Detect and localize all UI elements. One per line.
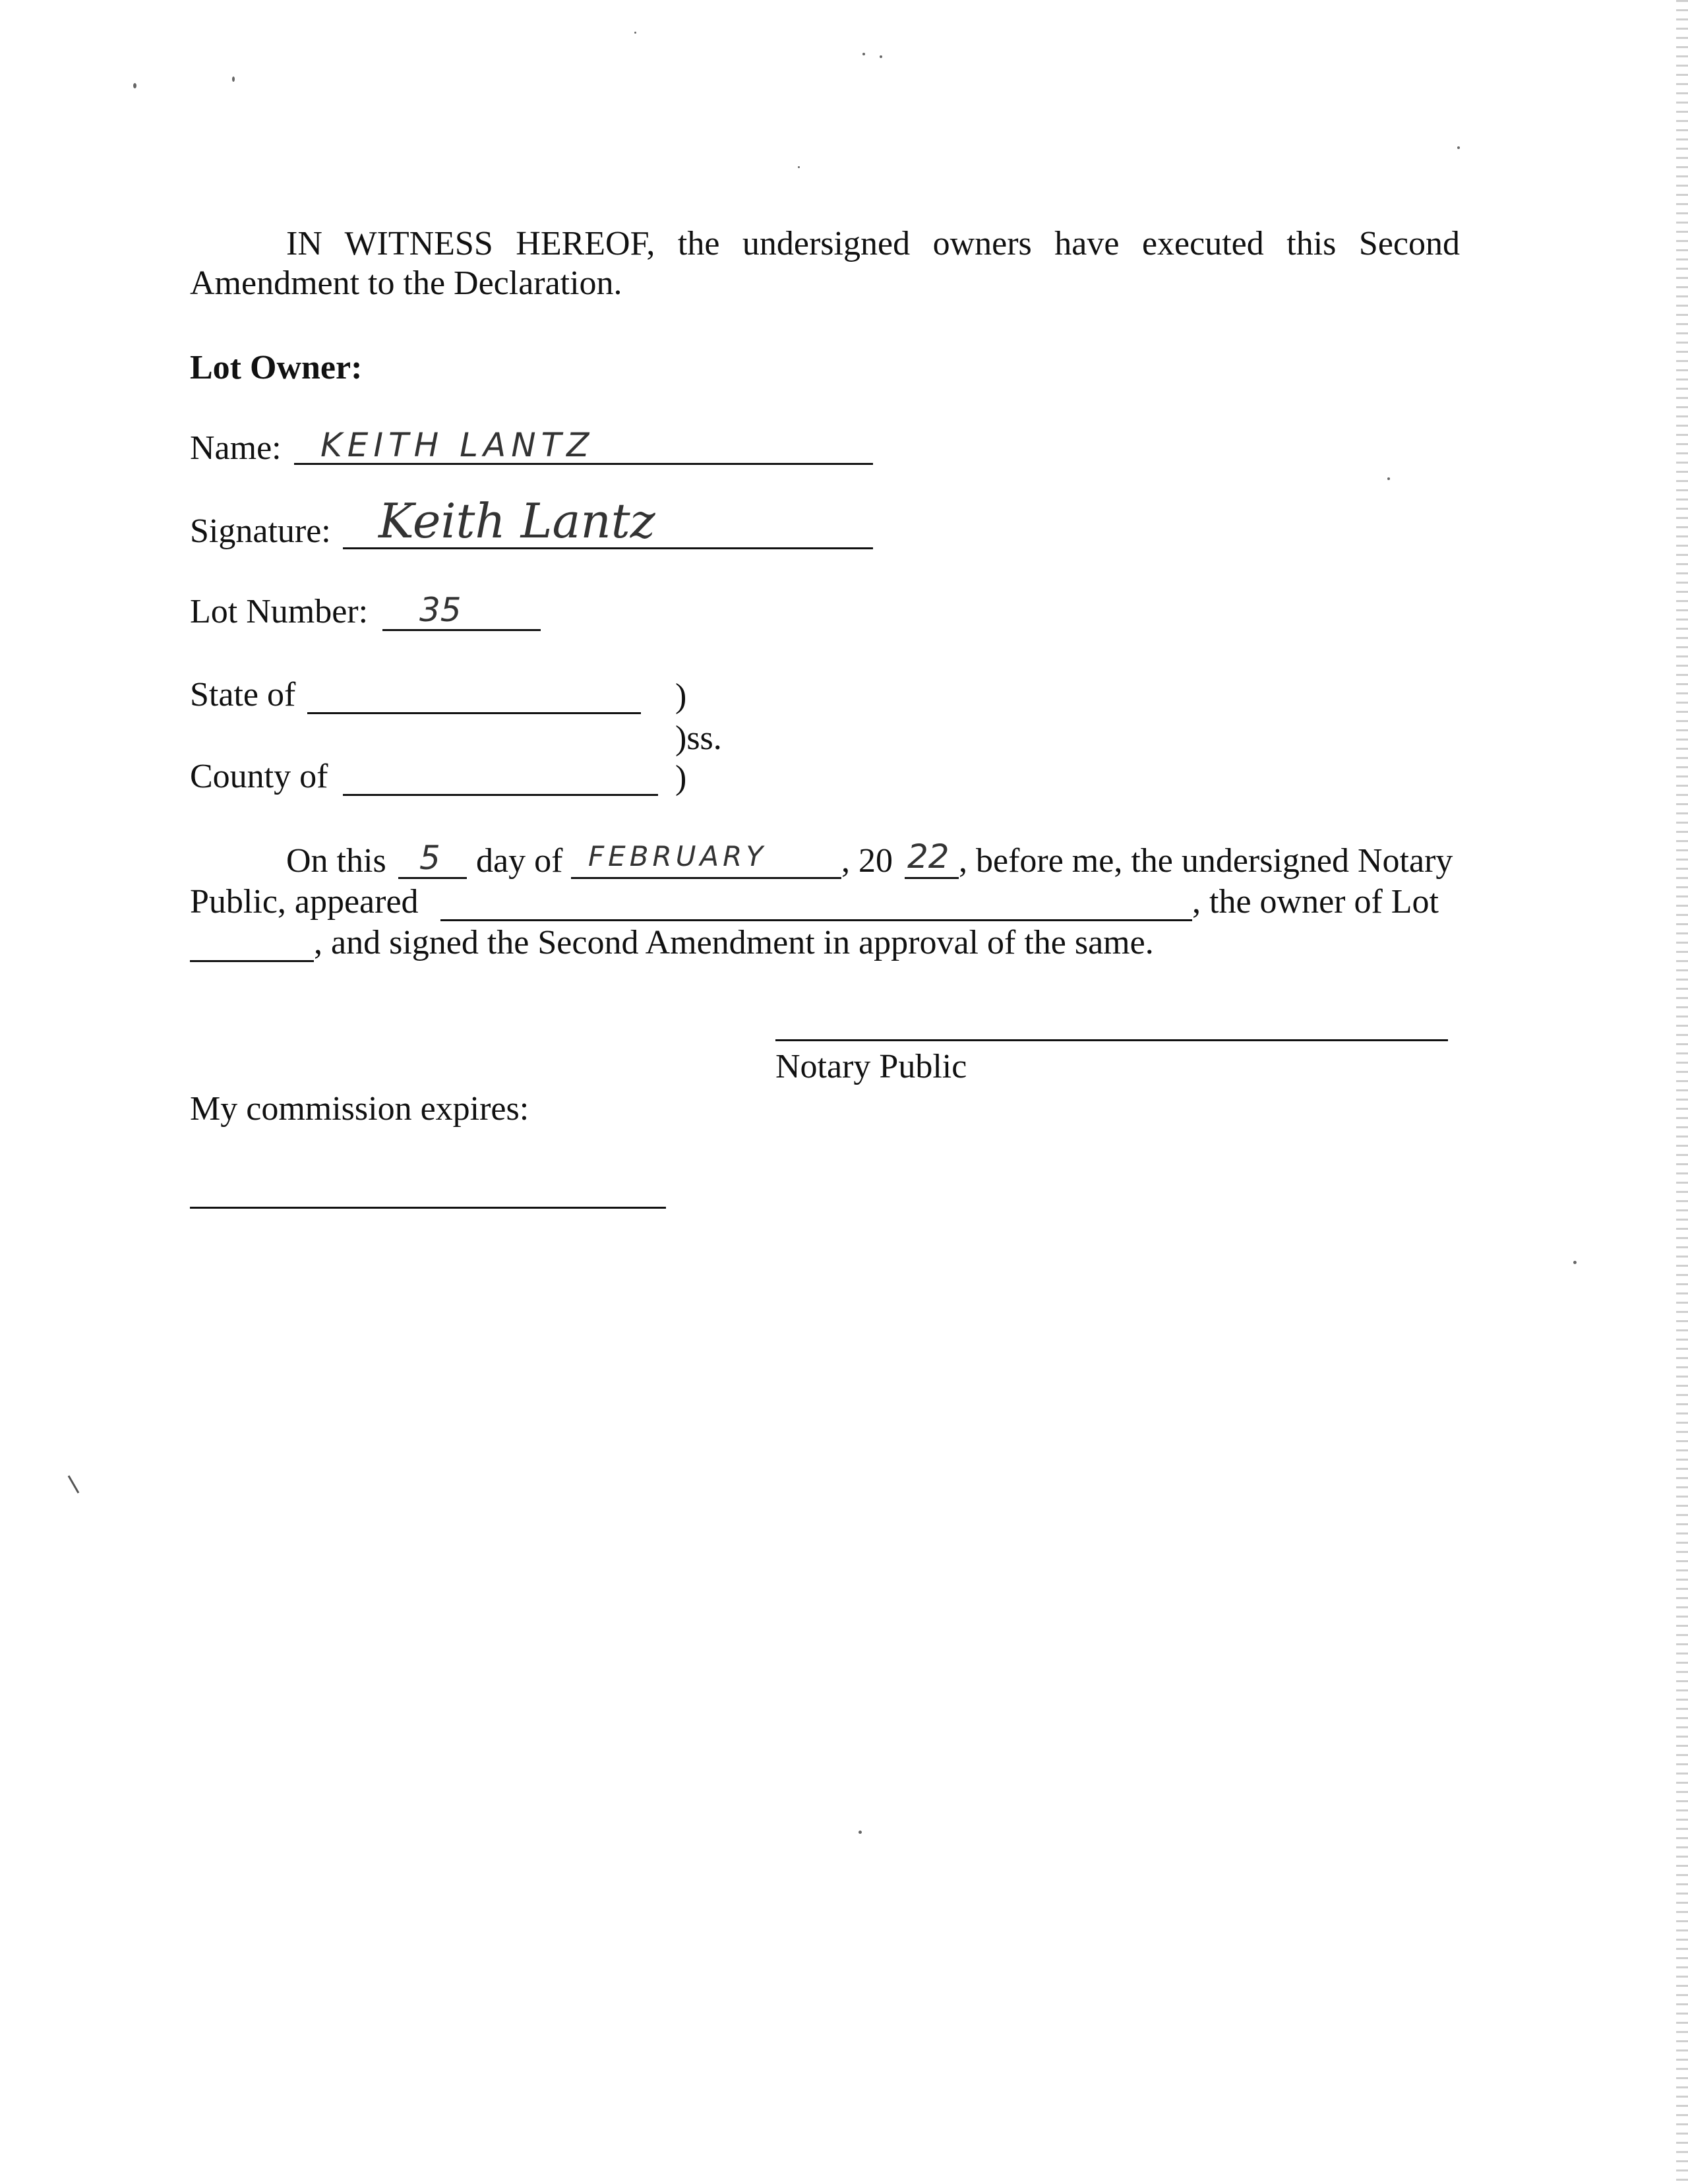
lot-number-handwritten: 35	[419, 591, 462, 629]
ack-year-field[interactable]	[905, 877, 959, 879]
scan-speck	[1573, 1261, 1577, 1264]
state-bracket: )	[675, 677, 687, 715]
ss-bracket: )ss.	[675, 719, 722, 757]
name-handwritten: KEITH LANTZ	[320, 426, 595, 464]
ack-public-appeared: Public, appeared	[190, 883, 419, 921]
lot-number-label: Lot Number:	[190, 593, 369, 630]
ack-month-field[interactable]	[571, 877, 841, 879]
scan-speck	[232, 76, 235, 82]
ack-lot-field[interactable]	[190, 960, 314, 962]
notary-public-label: Notary Public	[775, 1048, 967, 1085]
scan-speck	[1387, 477, 1390, 480]
witness-paragraph-line2: Amendment to the Declaration.	[190, 264, 622, 302]
scan-edge-artifact	[1676, 0, 1688, 2184]
notary-signature-field[interactable]	[775, 1039, 1448, 1041]
ack-line3: , and signed the Second Amendment in approval of the same.	[314, 924, 1154, 961]
lot-owner-heading: Lot Owner:	[190, 349, 363, 386]
scan-speck	[1457, 146, 1460, 149]
scan-speck	[133, 83, 136, 88]
signature-label: Signature:	[190, 512, 331, 550]
ack-line1-tail: , before me, the undersigned Notary	[959, 842, 1453, 880]
commission-label: My commission expires:	[190, 1090, 529, 1128]
scan-speck	[634, 32, 636, 34]
scan-mark	[68, 1475, 80, 1493]
lot-number-field[interactable]	[382, 629, 541, 631]
signature-handwritten: Keith Lantz	[378, 493, 655, 549]
ack-day-handwritten: 5	[419, 839, 440, 877]
ack-day-of: day of	[476, 842, 563, 880]
ack-on-this: On this	[286, 842, 386, 880]
ack-year-handwritten: 22	[907, 837, 950, 876]
county-bracket: )	[675, 759, 687, 797]
ack-month-handwritten: FEBRUARY	[588, 840, 768, 872]
witness-paragraph-line1: IN WITNESS HEREOF, the undersigned owners have executed this Second	[286, 225, 1460, 262]
scan-speck	[859, 1831, 862, 1834]
county-field[interactable]	[343, 794, 658, 796]
scan-speck	[862, 53, 865, 55]
ack-owner-of-lot: , the owner of Lot	[1192, 883, 1439, 921]
county-label: County of	[190, 758, 328, 795]
state-label: State of	[190, 676, 296, 713]
scan-speck	[880, 55, 882, 58]
ack-year-prefix: , 20	[841, 842, 893, 880]
state-field[interactable]	[307, 712, 641, 714]
ack-appeared-field[interactable]	[440, 919, 1192, 921]
name-label: Name:	[190, 429, 282, 467]
commission-date-field[interactable]	[190, 1207, 666, 1209]
ack-day-field[interactable]	[398, 877, 467, 879]
scan-speck	[798, 166, 800, 168]
